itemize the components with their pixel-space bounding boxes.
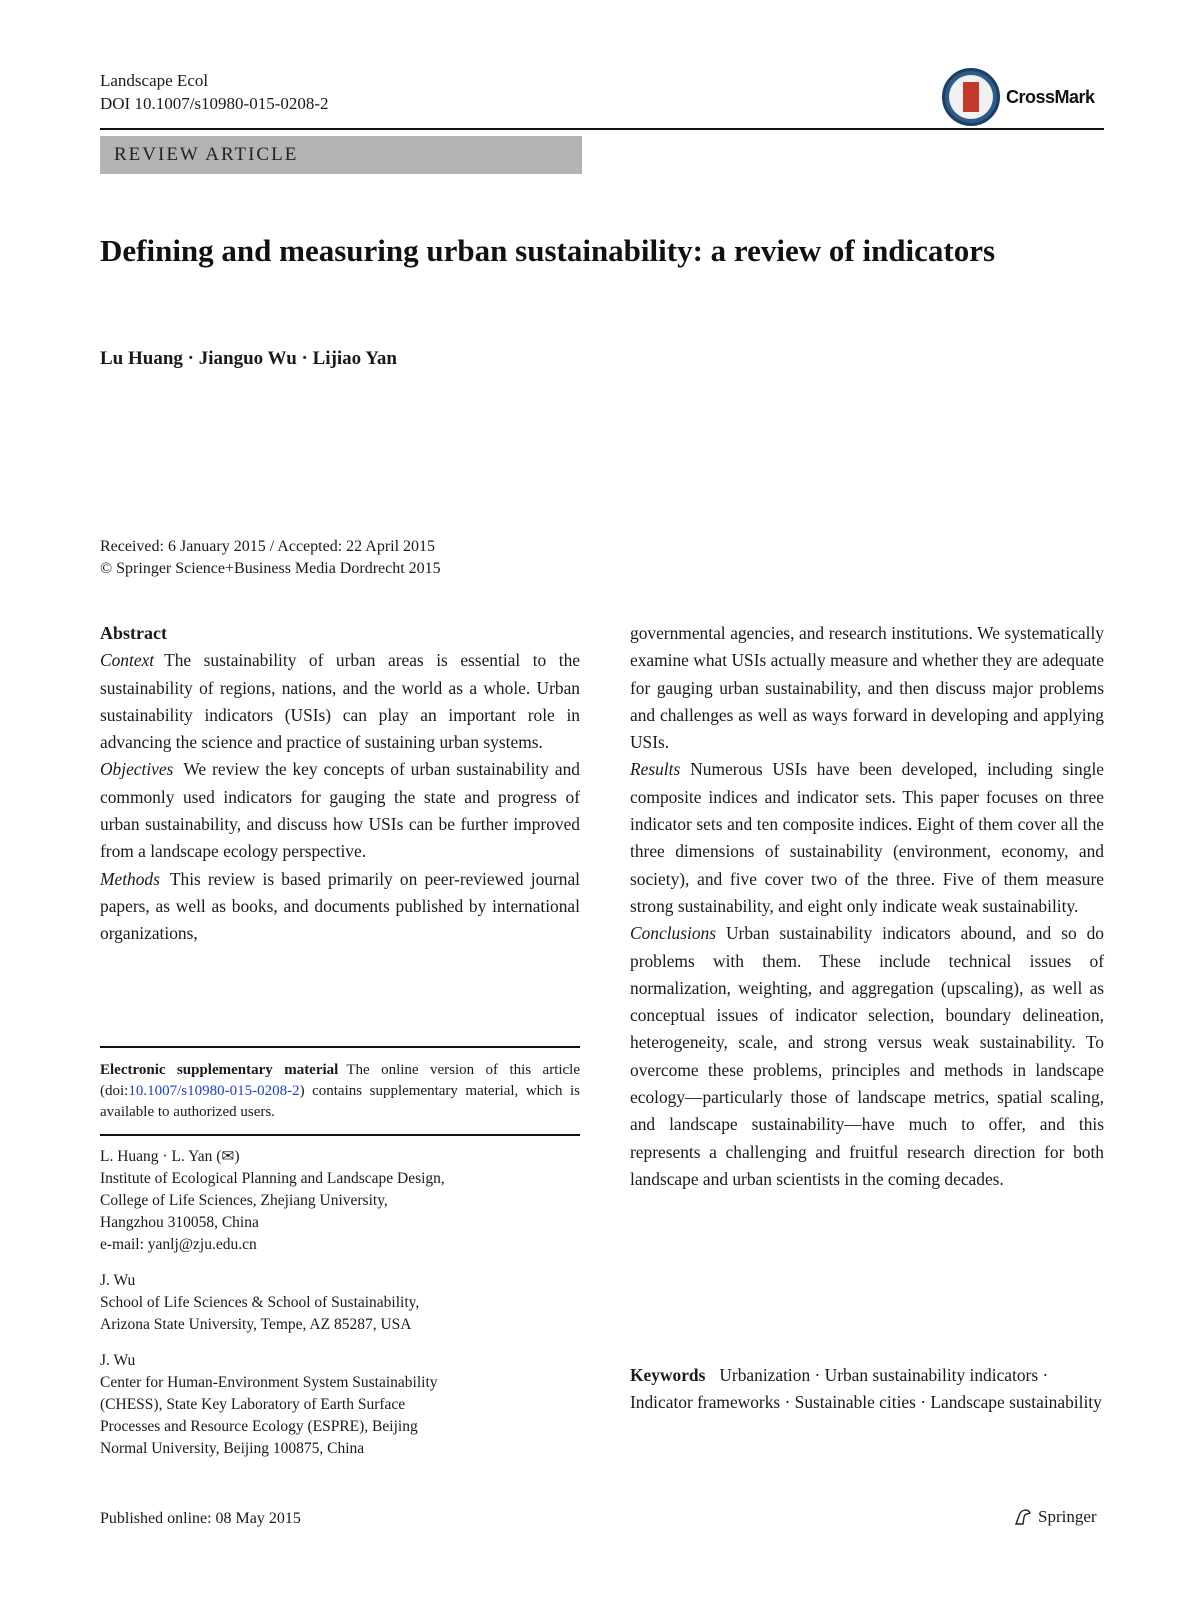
article-dates: [100, 536, 441, 580]
abstract-right-column: [630, 620, 1104, 1193]
crossmark-badge[interactable]: [942, 68, 1095, 126]
affiliation-line: School of Life Sciences & School of Sustainability,: [100, 1294, 420, 1311]
abstract-results: [630, 756, 1104, 920]
journal-name: Landscape Ecol: [100, 71, 209, 90]
affiliation-line: Processes and Resource Ecology (ESPRE), Beijing: [100, 1418, 418, 1435]
results-text: Numerous USIs have been developed, including single composite indices and indicator sets. This paper focuses on three indicator sets and ten composite indices. Eight of them cover all the three dimensions of sustainability (environment, economy, and society), and five cover two of the three. Five of them measure strong sustainability, and eight only indicate weak sustainability.: [630, 759, 1104, 916]
supplementary-note: [100, 1060, 580, 1123]
abstract-objectives: [100, 756, 580, 865]
header-rule: [100, 128, 1104, 130]
esm-doi-link[interactable]: 10.1007/s10980-015-0208-2: [128, 1083, 300, 1099]
esm-label: Electronic supplementary material: [100, 1062, 339, 1078]
received-accepted: Received: 6 January 2015 / Accepted: 22 April 2015: [100, 538, 436, 555]
objectives-text: We review the key concepts of urban sustainability and commonly used indicators for gauging the state and progress of urban sustainability, and discuss how USIs can be further improved from a landscape ecology perspective.: [100, 759, 580, 862]
abstract-context: [100, 647, 580, 756]
footnote-rule: [100, 1046, 580, 1048]
section-label: REVIEW ARTICLE: [100, 136, 582, 174]
affiliation-names: J. Wu: [100, 1272, 136, 1289]
affiliation-line: Center for Human-Environment System Sustainability: [100, 1374, 438, 1391]
results-label: Results: [630, 759, 681, 780]
abstract-left-column: [100, 620, 580, 948]
affiliation-block: [100, 1146, 580, 1256]
article-title: Defining and measuring urban sustainability: a review of indicators: [100, 233, 996, 268]
abstract-heading: Abstract: [100, 623, 167, 643]
objectives-label: Objectives: [100, 759, 174, 780]
author-list: Lu Huang · Jianguo Wu · Lijiao Yan: [100, 348, 397, 369]
copyright-line: © Springer Science+Business Media Dordrecht 2015: [100, 560, 441, 577]
context-text: The sustainability of urban areas is essential to the sustainability of regions, nations, and the world as a whole. Urban sustainability indicators (USIs) can play an important role in advancing the science and practice of sustaining urban systems.: [100, 650, 580, 753]
affiliation-line: Institute of Ecological Planning and Landscape Design,: [100, 1170, 445, 1187]
esm-text-after: ) contains supplementary material, which is available to authorized users.: [100, 1083, 580, 1120]
methods-text-left: This review is based primarily on peer-reviewed journal papers, as well as books, and documents published by international organizations,: [100, 868, 580, 944]
published-date: Published online: 08 May 2015: [100, 1510, 301, 1527]
keywords-text: Urbanization · Urban sustainability indicators · Indicator frameworks · Sustainable cities · Landscape sustainability: [630, 1365, 1102, 1412]
affiliation-line: College of Life Sciences, Zhejiang University,: [100, 1192, 388, 1209]
affiliation-line: (CHESS), State Key Laboratory of Earth Surface: [100, 1396, 406, 1413]
affiliation-line: Arizona State University, Tempe, AZ 85287, USA: [100, 1316, 412, 1333]
conclusions-label: Conclusions: [630, 923, 716, 944]
keywords-label: Keywords: [630, 1365, 706, 1385]
affiliation-line: Normal University, Beijing 100875, China: [100, 1440, 365, 1457]
abstract-methods: [100, 866, 580, 948]
springer-horse-icon: [1012, 1506, 1034, 1528]
esm-text-before: The online version of this article (doi:: [100, 1062, 581, 1099]
affiliation-rule: [100, 1134, 580, 1136]
crossmark-icon: [942, 68, 1000, 126]
abstract-conclusions: [630, 920, 1104, 1193]
affiliation-block: [100, 1270, 580, 1336]
methods-label: Methods: [100, 868, 160, 889]
crossmark-label: CrossMark: [1006, 86, 1095, 107]
affiliation-block: [100, 1350, 580, 1460]
publisher-name: Springer: [1038, 1507, 1097, 1526]
affiliation-names: L. Huang · L. Yan (✉): [100, 1148, 240, 1165]
affiliation-line: Hangzhou 310058, China: [100, 1214, 259, 1231]
email-address[interactable]: e-mail: yanlj@zju.edu.cn: [100, 1236, 257, 1253]
keywords-block: [630, 1362, 1104, 1416]
methods-text-right: governmental agencies, and research institutions. We systematically examine what USIs actually measure and whether they are adequate for gauging urban sustainability, and then discuss major problems and challenges as well as ways forward in developing and applying USIs.: [630, 623, 1104, 753]
conclusions-text: Urban sustainability indicators abound, and so do problems with them. These include technical issues of normalization, weighting, and aggregation (upscaling), as well as conceptual issues of indicator selection, boundary delineation, heterogeneity, scale, and strong versus weak sustainability. To overcome these problems, principles and methods in landscape ecology—particularly those of landscape metrics, spatial scaling, and landscape sustainability—have much to offer, and this represents a challenging and fruitful research direction for both landscape and urban scientists in the coming decades.: [630, 923, 1104, 1189]
doi-line: DOI 10.1007/s10980-015-0208-2: [100, 94, 329, 113]
affiliation-names: J. Wu: [100, 1352, 136, 1369]
context-label: Context: [100, 650, 155, 671]
publisher-logo: [1012, 1506, 1097, 1528]
